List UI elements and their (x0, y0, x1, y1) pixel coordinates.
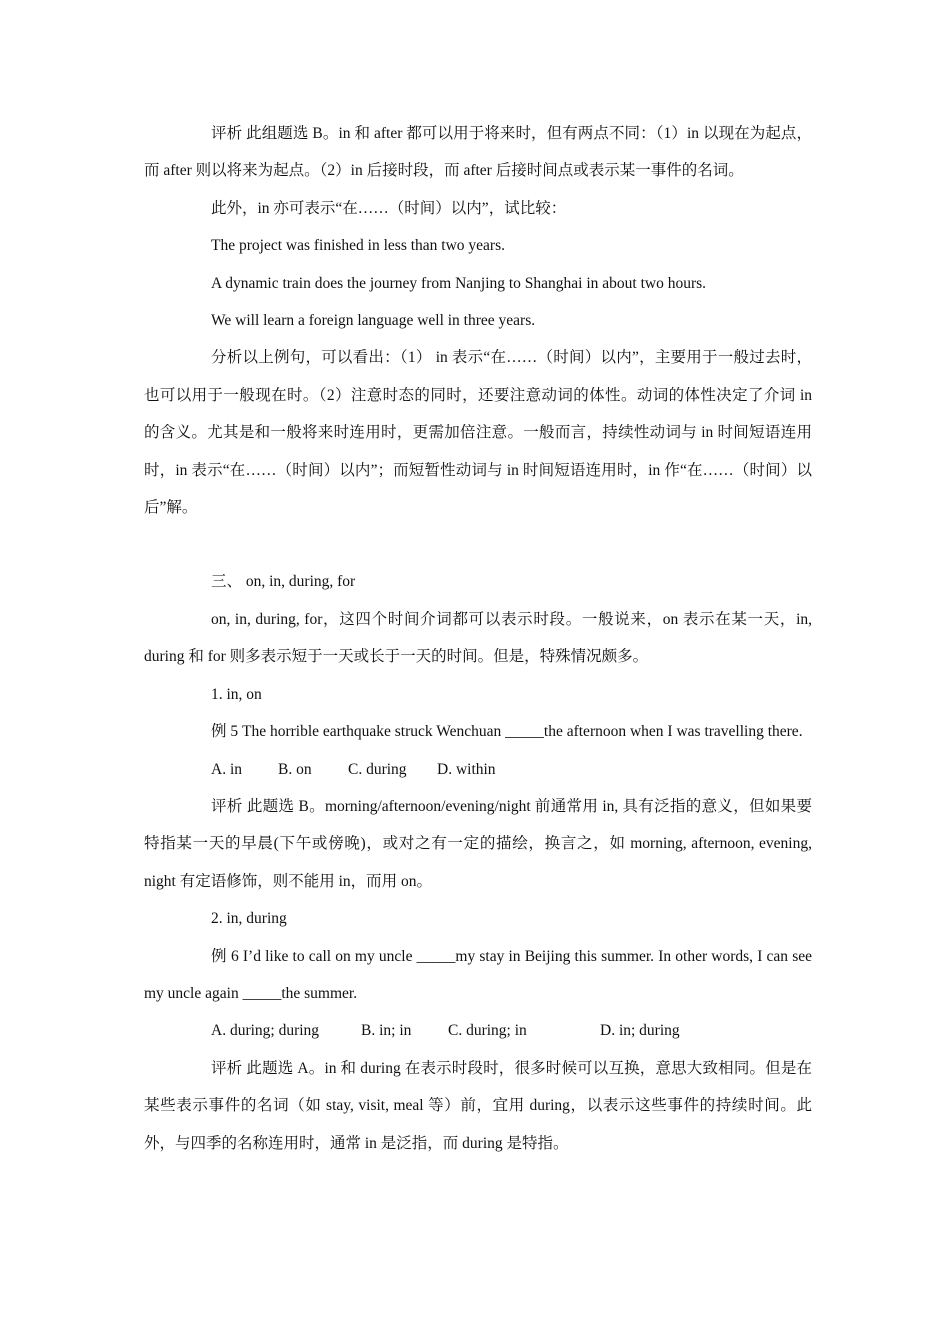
option: B. on (278, 760, 312, 778)
example-question-6: 例 6 I’d like to call on my uncle _____my stay in Beijing this summer. In other words, I can see my uncle again _____the summer. (144, 947, 812, 1002)
spacer (144, 526, 812, 563)
options-example-5 (144, 751, 812, 788)
paragraph-in-within: 此外，in 亦可表示“在……（时间）以内”，试比较： (211, 199, 567, 217)
options-example-6 (144, 1012, 812, 1049)
option: B. in; in (361, 1022, 412, 1040)
option: C. during (348, 760, 407, 778)
option: A. during; during (211, 1022, 320, 1040)
option: C. during; in (448, 1022, 527, 1040)
subsection-heading-1: 1. in, on (211, 685, 262, 703)
example-question-5: 例 5 The horrible earthquake struck Wenchuan _____the afternoon when I was travelling there. (211, 723, 803, 741)
example-sentence-3: We will learn a foreign language well in three years. (211, 312, 536, 330)
analysis-paragraph-2: 分析以上例句，可以看出：（1） in 表示“在……（时间）以内”，主要用于一般过去时，也可以用于一般现在时。（2）注意时态的同时，还要注意动词的体性。动词的体性决定了介词 in 的含义。尤其是和一般将来时连用时，更需加倍注意。一般而言，持续性动词与 in 时间短语连用时，in 表示“在……（时间）以内”；而短暂性动词与 in 时间短语连用时，in 作“在……（时间）以后”解。 (144, 349, 812, 517)
analysis-paragraph-1: 评析 此组题选 B。in 和 after 都可以用于将来时，但有两点不同：（1）in 以现在为起点，而 after 则以将来为起点。（2）in 后接时段，而 after 后接时间点或表示某一事件的名词。 (144, 125, 812, 180)
text-block (144, 115, 812, 1162)
subsection-heading-2: 2. in, during (211, 910, 287, 928)
example-sentence-2: A dynamic train does the journey from Nanjing to Shanghai in about two hours. (211, 274, 707, 292)
option: A. in (211, 760, 242, 778)
option: D. within (437, 760, 496, 778)
option: D. in; during (600, 1022, 680, 1040)
section-intro-paragraph: on, in, during, for，这四个时间介词都可以表示时段。一般说来，on 表示在某一天，in, during 和 for 则多表示短于一天或长于一天的时间。但是，特殊情况颇多。 (144, 610, 812, 666)
section-heading-3: 三、 on, in, during, for (211, 573, 356, 591)
analysis-paragraph-3: 评析 此题选 B。morning/afternoon/evening/night 前通常用 in, 具有泛指的意义，但如果要特指某一天的早晨(下午或傍晚)，或对之有一定的描绘，换言之，如 morning, afternoon, evening, night 有定语修饰，则不能用 in，而用 on。 (144, 797, 812, 890)
analysis-paragraph-4: 评析 此题选 A。in 和 during 在表示时段时，很多时候可以互换，意思大致相同。但是在某些表示事件的名词（如 stay, visit, meal 等）前，宜用 during，以表示这些事件的持续时间。此外，与四季的名称连用时，通常 in 是泛指，而 during 是特指。 (144, 1059, 812, 1152)
example-sentence-1: The project was finished in less than two years. (211, 237, 505, 255)
